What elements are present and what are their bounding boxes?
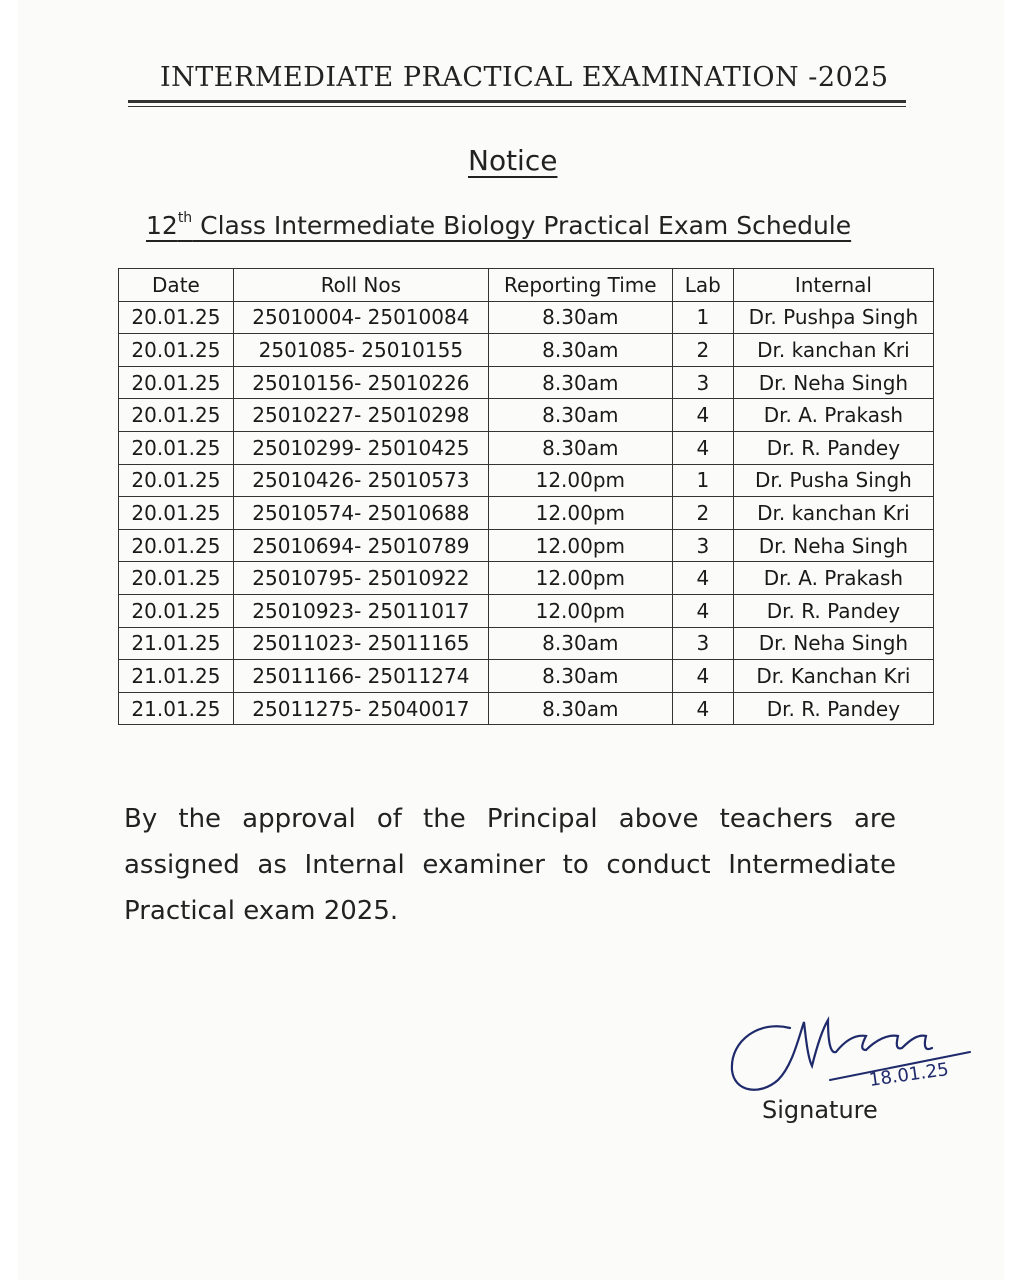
subtitle-text: Class Intermediate Biology Practical Exam Schedule bbox=[192, 211, 852, 240]
table-row bbox=[119, 366, 934, 399]
header-reporting-time: Reporting Time bbox=[488, 269, 672, 302]
cell-roll-nos: 25011023- 25011165 bbox=[233, 627, 488, 660]
heading-rule-thick bbox=[128, 100, 906, 103]
cell-reporting-time: 8.30am bbox=[488, 334, 672, 367]
cell-date: 21.01.25 bbox=[119, 660, 234, 693]
cell-reporting-time: 8.30am bbox=[488, 627, 672, 660]
signature-label: Signature bbox=[762, 1096, 878, 1124]
table-row bbox=[119, 594, 934, 627]
cell-reporting-time: 12.00pm bbox=[488, 464, 672, 497]
table-row bbox=[119, 431, 934, 464]
cell-lab: 4 bbox=[672, 594, 733, 627]
cell-reporting-time: 12.00pm bbox=[488, 497, 672, 530]
cell-roll-nos: 25010299- 25010425 bbox=[233, 431, 488, 464]
cell-date: 20.01.25 bbox=[119, 464, 234, 497]
signature-date: 18.01.25 bbox=[867, 1059, 951, 1091]
cell-roll-nos: 25011275- 25040017 bbox=[233, 692, 488, 725]
cell-internal: Dr. R. Pandey bbox=[733, 594, 933, 627]
cell-date: 20.01.25 bbox=[119, 301, 234, 334]
table-header-row bbox=[119, 269, 934, 302]
cell-lab: 4 bbox=[672, 692, 733, 725]
cell-reporting-time: 12.00pm bbox=[488, 594, 672, 627]
cell-roll-nos: 25010426- 25010573 bbox=[233, 464, 488, 497]
cell-reporting-time: 8.30am bbox=[488, 399, 672, 432]
cell-roll-nos: 25010795- 25010922 bbox=[233, 562, 488, 595]
table-row bbox=[119, 529, 934, 562]
cell-roll-nos: 2501085- 25010155 bbox=[233, 334, 488, 367]
schedule-subtitle bbox=[146, 210, 851, 240]
table-row bbox=[119, 301, 934, 334]
cell-reporting-time: 8.30am bbox=[488, 692, 672, 725]
header-internal: Internal bbox=[733, 269, 933, 302]
cell-internal: Dr. A. Prakash bbox=[733, 562, 933, 595]
cell-internal: Dr. kanchan Kri bbox=[733, 497, 933, 530]
schedule-table bbox=[118, 268, 934, 725]
cell-reporting-time: 8.30am bbox=[488, 660, 672, 693]
table-row bbox=[119, 692, 934, 725]
cell-lab: 4 bbox=[672, 399, 733, 432]
cell-date: 20.01.25 bbox=[119, 366, 234, 399]
cell-internal: Dr. Pushpa Singh bbox=[733, 301, 933, 334]
cell-lab: 3 bbox=[672, 366, 733, 399]
cell-roll-nos: 25010694- 25010789 bbox=[233, 529, 488, 562]
table-row bbox=[119, 627, 934, 660]
table-row bbox=[119, 562, 934, 595]
cell-lab: 1 bbox=[672, 301, 733, 334]
cell-internal: Dr. kanchan Kri bbox=[733, 334, 933, 367]
handwritten-signature bbox=[720, 1000, 1000, 1100]
cell-reporting-time: 8.30am bbox=[488, 366, 672, 399]
table-row bbox=[119, 464, 934, 497]
header-roll-nos: Roll Nos bbox=[233, 269, 488, 302]
cell-date: 20.01.25 bbox=[119, 529, 234, 562]
cell-roll-nos: 25010004- 25010084 bbox=[233, 301, 488, 334]
cell-internal: Dr. Kanchan Kri bbox=[733, 660, 933, 693]
cell-date: 21.01.25 bbox=[119, 692, 234, 725]
cell-reporting-time: 12.00pm bbox=[488, 562, 672, 595]
cell-date: 20.01.25 bbox=[119, 431, 234, 464]
page-margin-left bbox=[0, 0, 18, 1280]
cell-date: 20.01.25 bbox=[119, 594, 234, 627]
cell-lab: 2 bbox=[672, 334, 733, 367]
header-date: Date bbox=[119, 269, 234, 302]
cell-lab: 3 bbox=[672, 627, 733, 660]
notice-title: Notice bbox=[468, 144, 558, 177]
cell-internal: Dr. A. Prakash bbox=[733, 399, 933, 432]
cell-date: 20.01.25 bbox=[119, 334, 234, 367]
cell-internal: Dr. Neha Singh bbox=[733, 627, 933, 660]
cell-roll-nos: 25010923- 25011017 bbox=[233, 594, 488, 627]
exam-heading: INTERMEDIATE PRACTICAL EXAMINATION -2025 bbox=[160, 62, 889, 93]
cell-lab: 4 bbox=[672, 562, 733, 595]
cell-internal: Dr. Neha Singh bbox=[733, 366, 933, 399]
subtitle-class-number: 12 bbox=[146, 211, 178, 240]
cell-lab: 4 bbox=[672, 431, 733, 464]
page-margin-right bbox=[1004, 0, 1022, 1280]
cell-internal: Dr. Pusha Singh bbox=[733, 464, 933, 497]
cell-roll-nos: 25010156- 25010226 bbox=[233, 366, 488, 399]
cell-date: 21.01.25 bbox=[119, 627, 234, 660]
cell-date: 20.01.25 bbox=[119, 497, 234, 530]
table-row bbox=[119, 334, 934, 367]
cell-reporting-time: 8.30am bbox=[488, 431, 672, 464]
cell-lab: 2 bbox=[672, 497, 733, 530]
cell-lab: 3 bbox=[672, 529, 733, 562]
table-row bbox=[119, 399, 934, 432]
cell-lab: 1 bbox=[672, 464, 733, 497]
subtitle-superscript: th bbox=[177, 210, 193, 226]
approval-paragraph: By the approval of the Principal above teachers are assigned as Internal examiner to conduct Intermediate Practical exam 2025. bbox=[124, 804, 896, 926]
cell-reporting-time: 12.00pm bbox=[488, 529, 672, 562]
cell-internal: Dr. R. Pandey bbox=[733, 692, 933, 725]
cell-reporting-time: 8.30am bbox=[488, 301, 672, 334]
heading-rule-thin bbox=[128, 106, 906, 107]
cell-roll-nos: 25010574- 25010688 bbox=[233, 497, 488, 530]
cell-roll-nos: 25011166- 25011274 bbox=[233, 660, 488, 693]
cell-lab: 4 bbox=[672, 660, 733, 693]
table-row bbox=[119, 497, 934, 530]
cell-roll-nos: 25010227- 25010298 bbox=[233, 399, 488, 432]
table-row bbox=[119, 660, 934, 693]
cell-date: 20.01.25 bbox=[119, 399, 234, 432]
header-lab: Lab bbox=[672, 269, 733, 302]
cell-internal: Dr. Neha Singh bbox=[733, 529, 933, 562]
cell-date: 20.01.25 bbox=[119, 562, 234, 595]
cell-internal: Dr. R. Pandey bbox=[733, 431, 933, 464]
schedule-table-body bbox=[119, 301, 934, 725]
